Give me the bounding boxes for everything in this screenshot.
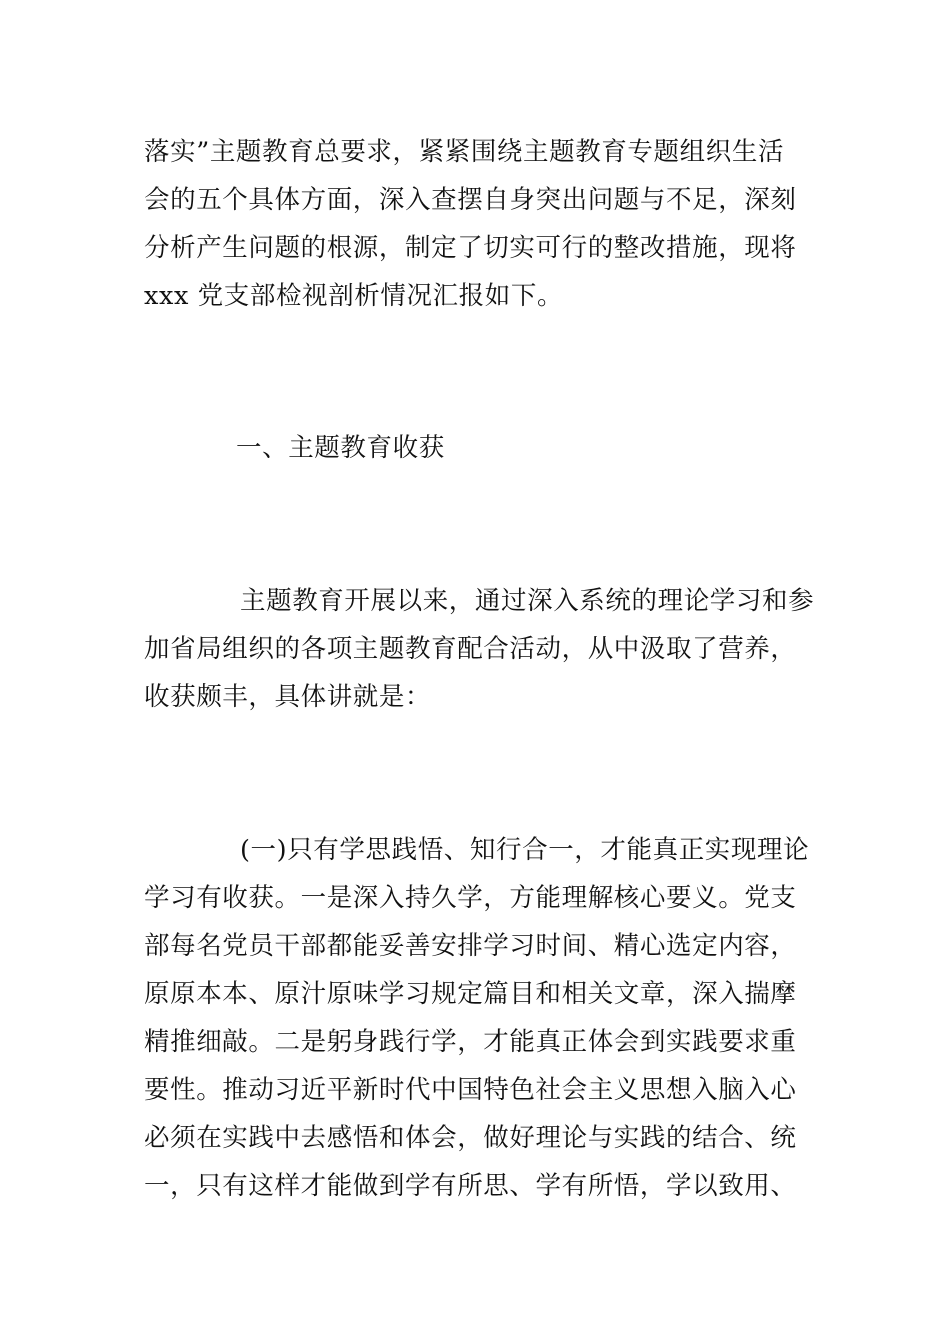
point1-line-4: 原原本本、原汁原味学习规定篇目和相关文章，深入揣摩 bbox=[144, 979, 797, 1009]
intro-line-1: 落实”主题教育总要求，紧紧围绕主题教育专题组织生活 bbox=[144, 137, 785, 167]
harvest-line-2: 加省局组织的各项主题教育配合活动，从中汲取了营养， bbox=[144, 634, 797, 664]
intro-line-4: xxx 党支部检视剖析情况汇报如下。 bbox=[144, 281, 564, 311]
point1-line-7: 必须在实践中去感悟和体会，做好理论与实践的结合、统 bbox=[144, 1123, 797, 1153]
point1-line-8: 一，只有这样才能做到学有所思、学有所悟，学以致用、 bbox=[144, 1171, 797, 1201]
point1-line-1: (一)只有学思践悟、知行合一，才能真正实现理论 bbox=[240, 835, 810, 865]
section-heading: 一、主题教育收获 bbox=[236, 433, 445, 463]
point1-line-2: 学习有收获。一是深入持久学，方能理解核心要义。党支 bbox=[144, 883, 797, 913]
point1-line-3: 部每名党员干部都能妥善安排学习时间、精心选定内容， bbox=[144, 931, 797, 961]
intro-line-2: 会的五个具体方面，深入查摆自身突出问题与不足，深刻 bbox=[144, 185, 797, 215]
point1-line-6: 要性。推动习近平新时代中国特色社会主义思想入脑入心 bbox=[144, 1075, 797, 1105]
harvest-line-1: 主题教育开展以来，通过深入系统的理论学习和参 bbox=[240, 586, 815, 616]
harvest-line-3: 收获颇丰，具体讲就是： bbox=[144, 682, 432, 712]
intro-line-3: 分析产生问题的根源，制定了切实可行的整改措施，现将 bbox=[144, 233, 797, 263]
point1-line-5: 精推细敲。二是躬身践行学，才能真正体会到实践要求重 bbox=[144, 1027, 797, 1057]
